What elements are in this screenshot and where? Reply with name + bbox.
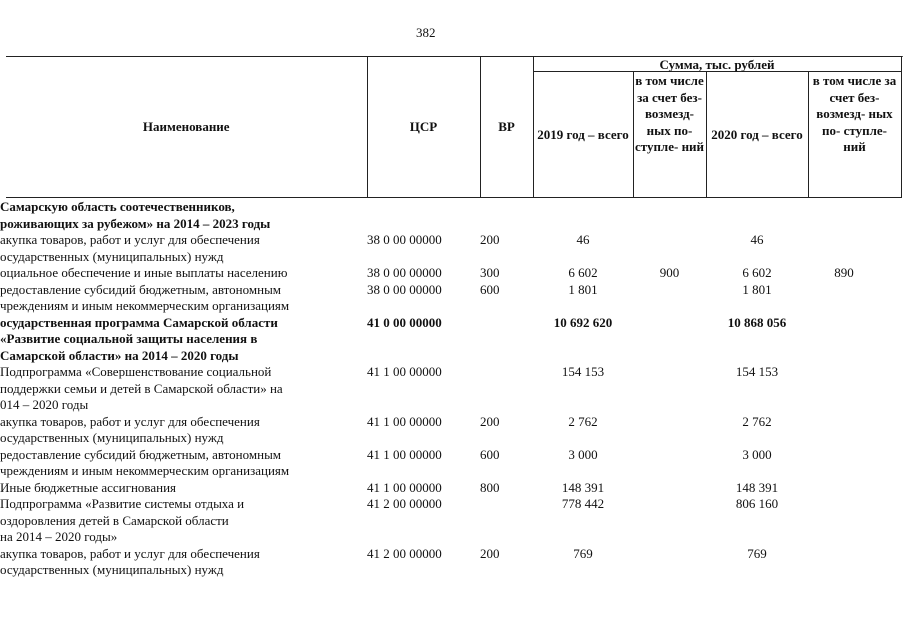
row-2019-total: 769 bbox=[573, 545, 593, 561]
row-2019-total bbox=[533, 199, 633, 232]
header-2019-total: 2019 год – всего bbox=[533, 72, 633, 198]
row-csr: 38 0 00 00000 bbox=[367, 281, 442, 297]
table-row bbox=[0, 496, 880, 546]
table-row bbox=[0, 232, 880, 265]
row-vr: 600 bbox=[480, 446, 500, 462]
row-2020-incl bbox=[808, 496, 880, 546]
row-name: Подпрограмма «Развитие системы отдыха и оздоровления детей в Самарской области на 2014 – 2020 годы» bbox=[0, 496, 245, 544]
page-number: 382 bbox=[416, 25, 436, 40]
row-2020-total: 2 762 bbox=[742, 413, 772, 429]
row-2020-incl bbox=[808, 199, 880, 232]
row-2019-total: 148 391 bbox=[561, 479, 605, 495]
row-2019-incl bbox=[633, 232, 706, 265]
row-2020-total: 3 000 bbox=[742, 446, 772, 462]
row-vr: 200 bbox=[480, 232, 500, 247]
row-2020-incl bbox=[808, 414, 880, 447]
row-2020-total: 148 391 bbox=[735, 479, 779, 495]
row-csr: 38 0 00 00000 bbox=[367, 265, 442, 280]
row-2019-incl bbox=[633, 447, 706, 480]
row-2019-total: 778 442 bbox=[561, 496, 605, 511]
row-2019-total: 10 692 620 bbox=[553, 314, 613, 330]
row-csr: 41 1 00 00000 bbox=[367, 446, 442, 462]
row-2020-total bbox=[706, 199, 808, 232]
row-2019-total: 3 000 bbox=[568, 446, 598, 462]
row-name: Самарскую область соотечественников, роживающих за рубежом» на 2014 – 2023 годы bbox=[0, 199, 271, 231]
header-2019-incl: в том числе за счет без- возмезд- ных по- ступле- ний bbox=[633, 72, 706, 198]
row-vr: 800 bbox=[480, 479, 500, 495]
row-csr: 38 0 00 00000 bbox=[367, 232, 442, 247]
row-name: акупка товаров, работ и услуг для обеспечения осударственных (муниципальных) нужд bbox=[0, 232, 260, 264]
row-name: оциальное обеспечение и иные выплаты населению bbox=[0, 265, 288, 280]
row-2019-incl bbox=[633, 496, 706, 546]
row-2020-total: 46 bbox=[750, 232, 764, 247]
row-2019-incl bbox=[633, 364, 706, 414]
row-2020-total: 10 868 056 bbox=[727, 314, 787, 330]
row-vr bbox=[480, 496, 533, 546]
row-vr: 600 bbox=[480, 281, 500, 297]
header-vr: ВР bbox=[480, 57, 533, 198]
table-row bbox=[0, 447, 880, 480]
row-csr: 41 0 00 00000 bbox=[367, 314, 442, 330]
row-2019-incl bbox=[633, 480, 706, 497]
row-csr: 41 2 00 00000 bbox=[367, 545, 442, 561]
row-2019-total: 6 602 bbox=[568, 265, 598, 280]
row-2019-total: 1 801 bbox=[568, 281, 598, 297]
row-vr: 200 bbox=[480, 413, 500, 429]
row-2020-total: 1 801 bbox=[742, 281, 772, 297]
row-2019-incl bbox=[633, 282, 706, 315]
table-row bbox=[0, 315, 880, 365]
row-2020-incl bbox=[808, 315, 880, 365]
row-name: акупка товаров, работ и услуг для обеспечения осударственных (муниципальных) нужд bbox=[0, 545, 260, 577]
row-2020-incl bbox=[808, 546, 880, 579]
row-name: редоставление субсидий бюджетным, автономным чреждениям и иным некоммерческим организациям bbox=[0, 446, 290, 478]
row-2020-incl bbox=[808, 480, 880, 497]
row-vr: 200 bbox=[480, 545, 500, 561]
header-2020-total: 2020 год – всего bbox=[706, 72, 808, 198]
header-2020-incl: в том числе за счет без- возмезд- ных по- ступле- ний bbox=[808, 72, 901, 198]
row-2020-total: 806 160 bbox=[735, 496, 779, 511]
row-csr: 41 1 00 00000 bbox=[367, 364, 442, 379]
row-2020-incl bbox=[808, 447, 880, 480]
header-csr: ЦСР bbox=[367, 57, 480, 198]
table-row bbox=[0, 480, 880, 497]
row-csr: 41 1 00 00000 bbox=[367, 479, 442, 495]
row-name: Подпрограмма «Совершенствование социальной поддержки семьи и детей в Самарской области» на 014 – 2020 годы bbox=[0, 364, 283, 412]
row-2019-incl bbox=[633, 546, 706, 579]
row-2019-incl bbox=[633, 315, 706, 365]
header-sum: Сумма, тыс. рублей bbox=[533, 57, 901, 72]
row-name: осударственная программа Самарской области «Развитие социальной защиты населения в Самарской области» на 2014 – 2020 годы bbox=[0, 314, 278, 363]
row-csr bbox=[367, 199, 480, 232]
row-2020-incl: 890 bbox=[834, 265, 854, 280]
row-vr: 300 bbox=[480, 265, 500, 280]
row-2019-incl bbox=[633, 199, 706, 232]
row-2019-total: 46 bbox=[576, 232, 590, 247]
table-row bbox=[0, 199, 880, 232]
budget-table bbox=[0, 199, 880, 579]
row-2020-incl bbox=[808, 364, 880, 414]
row-2020-incl bbox=[808, 282, 880, 315]
row-2020-total: 769 bbox=[747, 545, 767, 561]
row-vr bbox=[480, 364, 533, 414]
row-vr bbox=[480, 315, 533, 365]
table-row bbox=[0, 265, 880, 282]
row-2019-incl: 900 bbox=[659, 265, 680, 280]
row-2019-total: 2 762 bbox=[568, 413, 598, 429]
table-row bbox=[0, 414, 880, 447]
row-2020-incl bbox=[808, 232, 880, 265]
table-header bbox=[6, 56, 902, 198]
row-csr: 41 2 00 00000 bbox=[367, 496, 442, 511]
row-name: Иные бюджетные ассигнования bbox=[0, 479, 177, 495]
row-vr bbox=[480, 199, 533, 232]
row-name: акупка товаров, работ и услуг для обеспечения осударственных (муниципальных) нужд bbox=[0, 413, 260, 445]
row-2020-total: 154 153 bbox=[735, 364, 779, 379]
row-2019-total: 154 153 bbox=[561, 364, 605, 379]
table-row bbox=[0, 546, 880, 579]
row-csr: 41 1 00 00000 bbox=[367, 413, 442, 429]
row-2019-incl bbox=[633, 414, 706, 447]
row-name: редоставление субсидий бюджетным, автономным чреждениям и иным некоммерческим организациям bbox=[0, 281, 290, 313]
table-row bbox=[0, 364, 880, 414]
row-2020-total: 6 602 bbox=[742, 265, 772, 280]
header-name: Наименование bbox=[6, 57, 367, 198]
table-row bbox=[0, 282, 880, 315]
